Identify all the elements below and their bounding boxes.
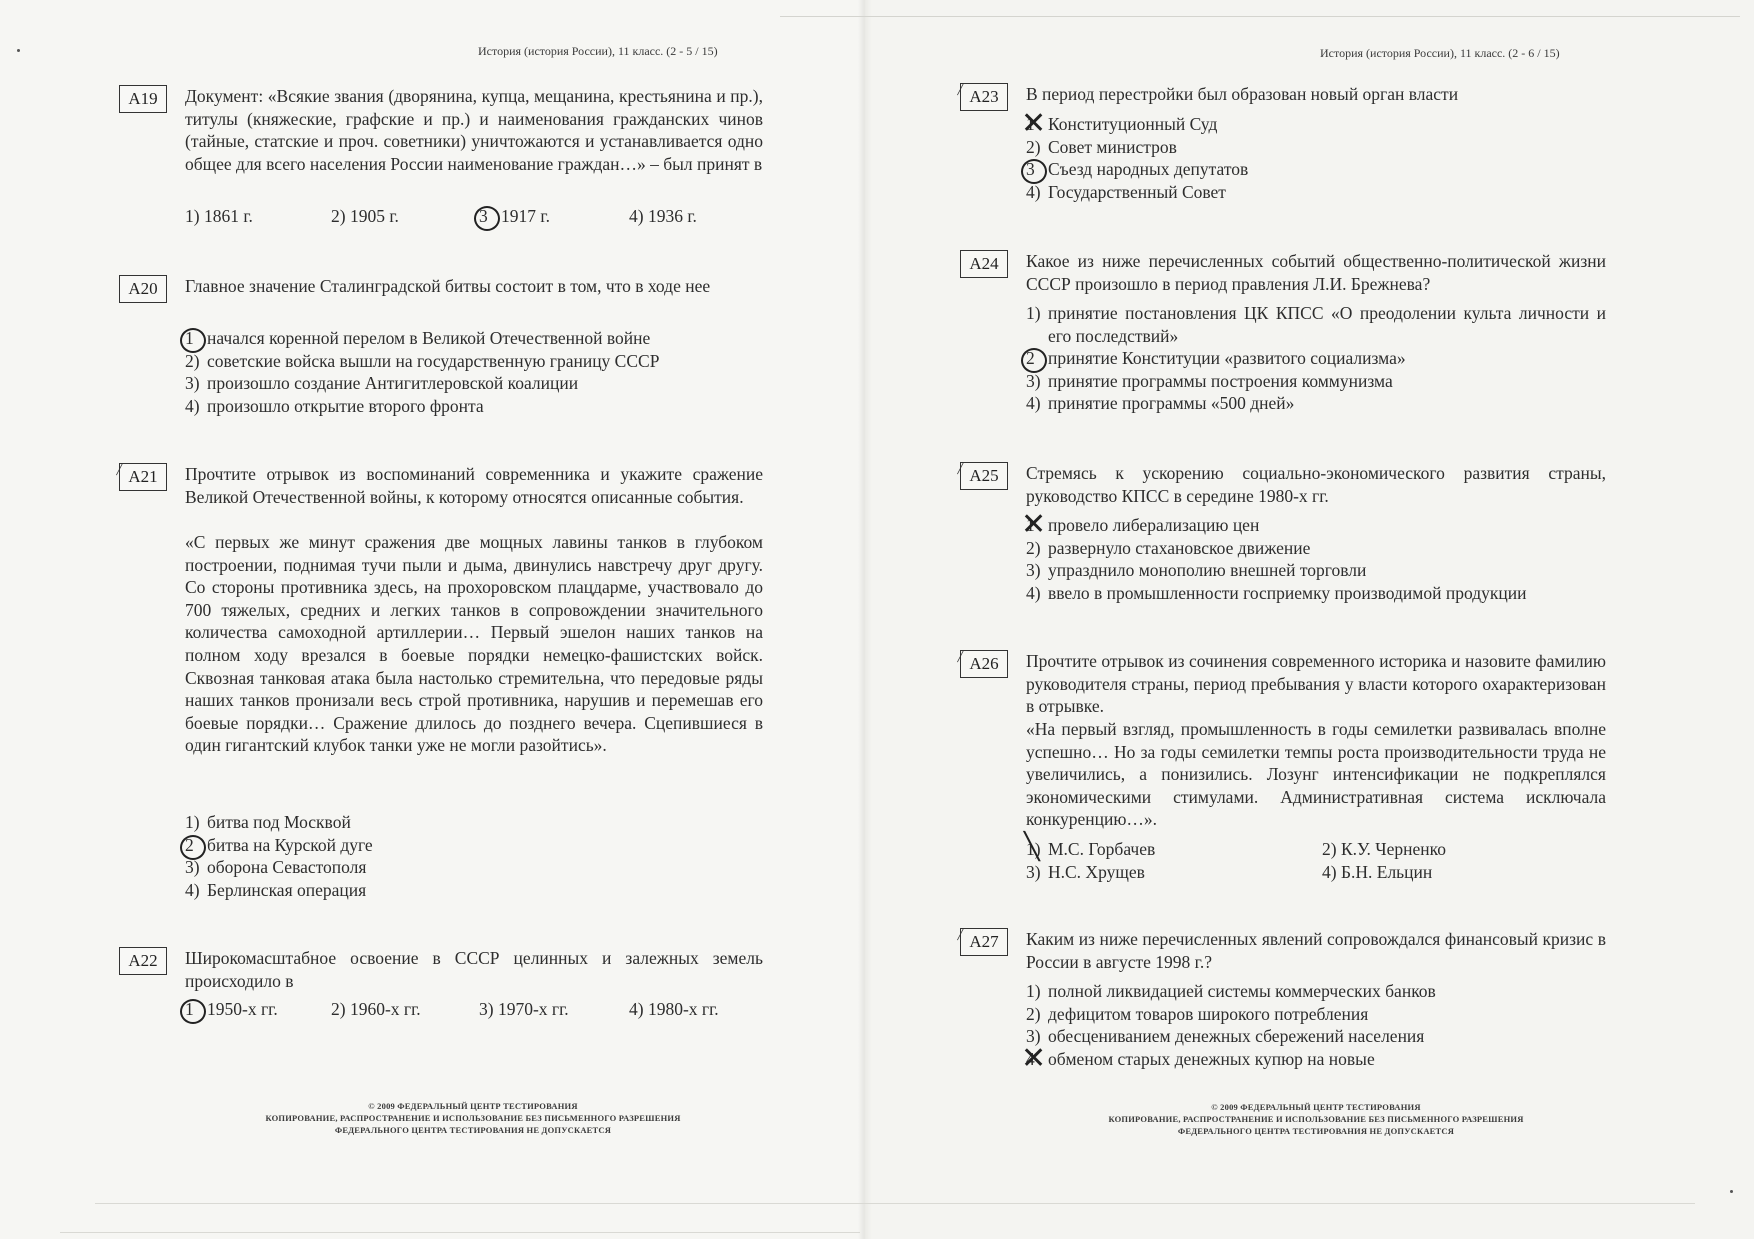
answer-options [1026, 113, 1606, 203]
option-1: 1 начался коренной перелом в Великой Отечественной войне [185, 328, 651, 348]
option-1: 1) битва под Москвой [185, 812, 351, 832]
selected-answer-mark: 3 [1026, 158, 1048, 181]
paper-edge [60, 1232, 860, 1233]
option-2: 2) дефицитом товаров широкого потребления [1026, 1003, 1369, 1024]
answer-options [185, 998, 763, 1022]
question-number-box: А20 [119, 275, 167, 303]
handwritten-mark-icon: / [956, 925, 965, 944]
page-footer: © 2009 ФЕДЕРАЛЬНЫЙ ЦЕНТР ТЕСТИРОВАНИЯ КОПИРОВАНИЕ, РАСПРОСТРАНЕНИЕ И ИСПОЛЬЗОВАНИЕ БЕЗ ПИСЬМЕННОГО РАЗРЕШЕНИЯ ФЕДЕРАЛЬНОГО ЦЕНТРА ТЕСТИРОВАНИЯ НЕ ДОПУСКАЕТСЯ [1108, 1102, 1524, 1136]
crossed-answer-mark: 1 ✕ [1026, 113, 1048, 136]
answer-options [1026, 514, 1606, 604]
question-text: Каким из ниже перечисленных явлений сопровождался финансовый кризис в России в августе 1998 г.? [1026, 929, 1606, 972]
option-1: 1) принятие постановления ЦК КПСС «О преодолении культа личности и его последствий» [1026, 303, 1606, 346]
page-header: История (история России), 11 класс. (2 - 6 / 15) [1320, 46, 1560, 60]
option-3: 3) произошло создание Антигитлеровской коалиции [185, 373, 579, 394]
option-1: 1) ╲ М.С. Горбачев [1026, 838, 1155, 861]
option-1: 1) 1861 г. [185, 206, 253, 226]
page-header: История (история России), 11 класс. (2 - 5 / 15) [478, 44, 718, 58]
selected-answer-mark: 1 [185, 998, 207, 1021]
handwritten-mark-icon: / [115, 460, 124, 479]
answer-options [1026, 838, 1606, 886]
option-4: 4 ✕ обменом старых денежных купюр на новые [1026, 1048, 1606, 1071]
question-number-box: А24 [960, 250, 1008, 278]
option-3: 3) 1970-х гг. [479, 999, 569, 1019]
option-3: 3) Н.С. Хрущев [1026, 862, 1145, 882]
crossed-answer-mark: 1 ✕ [1026, 514, 1048, 537]
question-number-box: / А23 [960, 83, 1008, 111]
option-2: 2) 1905 г. [331, 206, 399, 226]
option-4: 4) произошло открытие второго фронта [185, 395, 484, 416]
option-1: 1 1950-х гг. [185, 999, 278, 1019]
quoted-passage: «С первых же минут сражения две мощных лавины танков в глубоком построении, поднимая тучи пыли и дыма, двинулись навстречу друг другу. Со стороны противника здесь, на прохоровском плацдарме, участвовало до 700 тяжелых, средних и легких танков в сопровождении значительного количества самоходной артиллерии… Первый эшелон наших танков на полном ходу врезался в боевые порядки немецко-фашистских войск. Сквозная танковая атака была настолько стремительна, что передовые ряды наших танков пронизали весь строй противника, нарушив и перемешав его боевые порядки… Сражение длилось до позднего вечера. Сцепившиеся в один гигантский клубок танки уже не могли разойтись». [185, 532, 763, 756]
option-2: 2) советские войска вышли на государственную границу СССР [185, 350, 660, 371]
question-number-box: / А27 [960, 928, 1008, 956]
question-number-box: / А25 [960, 462, 1008, 490]
question-number-box: А19 [119, 85, 167, 113]
question-text: Прочтите отрывок из воспоминаний современника и укажите сражение Великой Отечественной войны, к которому относятся описанные события. [185, 464, 763, 507]
answer-options [185, 811, 763, 901]
option-1: 1 ✕ провело либерализацию цен [1026, 514, 1606, 537]
paper-edge [95, 1203, 1695, 1204]
option-3: 3) обесцениванием денежных сбережений населения [1026, 1026, 1425, 1047]
option-4: 4) ввело в промышленности госприемку производимой продукции [1026, 582, 1527, 603]
answer-options [1026, 980, 1606, 1070]
option-1: 1 ✕ Конституционный Суд [1026, 113, 1606, 136]
selected-answer-mark: 3 [479, 205, 501, 228]
option-3: 3) принятие программы построения коммунизма [1026, 370, 1393, 391]
option-4: 4) 1936 г. [629, 206, 697, 226]
handwritten-mark-icon: / [956, 459, 965, 478]
selected-answer-mark: 2 [185, 834, 207, 857]
question-text: Какое из ниже перечисленных событий общественно-политической жизни СССР произошло в период правления Л.И. Брежнева? [1026, 251, 1606, 294]
crossed-answer-mark: 4 ✕ [1026, 1048, 1048, 1071]
answer-options [185, 327, 763, 417]
option-3: 3) упразднило монополию внешней торговли [1026, 560, 1367, 581]
handwritten-mark-icon: / [956, 647, 965, 666]
paper-edge [780, 16, 1740, 17]
answer-options [1026, 302, 1606, 415]
question-number-box: / А26 [960, 650, 1008, 678]
option-4: 4) Берлинская операция [185, 879, 367, 900]
quoted-passage: «На первый взгляд, промышленность в годы семилетки развивалась вполне успешно… Но за годы семилетки темпы роста производительности труда не увеличились, а понизились. Лозунг интенсификации не подкреплялся экономическими стимулами. Административная система исключала конкуренцию…». [1026, 719, 1606, 830]
option-2: 2) К.У. Черненко [1322, 839, 1447, 859]
question-number-box: / А21 [119, 463, 167, 491]
selected-answer-mark: 2 [1026, 347, 1048, 370]
question-text: Прочтите отрывок из сочинения современного историка и назовите фамилию руководителя страны, период пребывания у власти которого охарактеризован в отрывке. [1026, 651, 1606, 717]
answer-options [185, 205, 763, 229]
option-3: 3 Съезд народных депутатов [1026, 159, 1249, 180]
crossed-answer-mark: 1) ╲ [1026, 838, 1048, 861]
option-2: 2) развернуло стахановское движение [1026, 537, 1311, 558]
option-4: 4) 1980-х гг. [629, 999, 719, 1019]
option-2: 2 принятие Конституции «развитого социализма» [1026, 348, 1406, 369]
handwritten-mark-icon: / [956, 80, 965, 99]
option-1: 1) полной ликвидацией системы коммерческих банков [1026, 981, 1436, 1001]
question-text: Документ: «Всякие звания (дворянина, купца, мещанина, крестьянина и пр.), титулы (княжеские, графские и пр.) и наименования гражданских чинов (тайные, статские и проч. советники) уничтожаются и устанавливается одно общее для всего населения России наименование граждан…» – был принят в [185, 86, 763, 174]
option-2: 2) Совет министров [1026, 136, 1177, 157]
option-2: 2) 1960-х гг. [331, 999, 421, 1019]
option-4: 4) принятие программы «500 дней» [1026, 393, 1295, 414]
page-fold [858, 0, 872, 1239]
scan-speck [17, 49, 20, 52]
option-3: 3) оборона Севастополя [185, 857, 367, 878]
question-text: Стремясь к ускорению социально-экономического развития страны, руководство КПСС в середине 1980-х гг. [1026, 463, 1606, 506]
question-text: Широкомасштабное освоение в СССР целинных и залежных земель происходило в [185, 948, 763, 991]
option-3: 3 1917 г. [479, 206, 550, 226]
selected-answer-mark: 1 [185, 327, 207, 350]
option-4: 4) Государственный Совет [1026, 181, 1226, 202]
option-2: 2 битва на Курской дуге [185, 834, 373, 855]
option-4: 4) Б.Н. Ельцин [1322, 862, 1433, 882]
page-footer: © 2009 ФЕДЕРАЛЬНЫЙ ЦЕНТР ТЕСТИРОВАНИЯ КОПИРОВАНИЕ, РАСПРОСТРАНЕНИЕ И ИСПОЛЬЗОВАНИЕ БЕЗ ПИСЬМЕННОГО РАЗРЕШЕНИЯ ФЕДЕРАЛЬНОГО ЦЕНТРА ТЕСТИРОВАНИЯ НЕ ДОПУСКАЕТСЯ [265, 1101, 681, 1135]
scan-speck [1730, 1190, 1733, 1193]
question-text: В период перестройки был образован новый орган власти [1026, 84, 1459, 104]
question-text: Главное значение Сталинградской битвы состоит в том, что в ходе нее [185, 276, 711, 296]
question-number-box: А22 [119, 947, 167, 975]
